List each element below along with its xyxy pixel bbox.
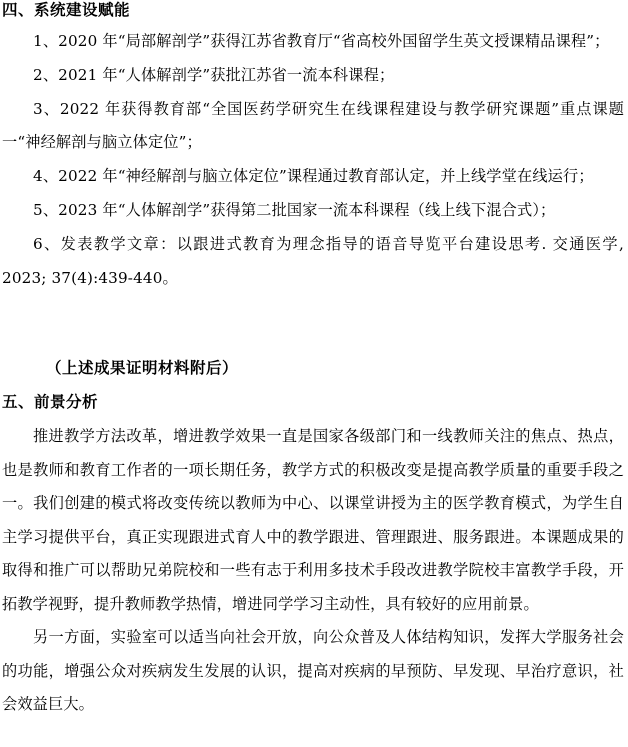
achievement-item-6: 6、发表教学文章：以跟进式教育为理念指导的语音导览平台建设思考. 交通医学, 2023; 37(4):439-440。 [2,234,624,287]
prospect-analysis [2,420,624,722]
achievement-item-3: 3、2022 年获得教育部“全国医药学研究生在线课程建设与教学研究课题”重点课题一“神经解剖与脑立体定位”； [2,99,624,152]
section-4-heading: 四、系统建设赋能 [2,1,131,19]
evidence-note-block [2,351,624,383]
evidence-note: （上述成果证明材料附后） [46,359,239,377]
prospect-paragraph-1: 推进教学方法改革，增进教学效果一直是国家各级部门和一线教师关注的焦点、热点，也是教师和教育工作者的一项长期任务，教学方式的积极改变是提高教学质量的重要手段之一。我们创建的模式将改变传统以教师为中心、以课堂讲授为主的医学教育模式，为学生自主学习提供平台，真正实现跟进式育人中的教学跟进、管理跟进、服务跟进。本课题成果的取得和推广可以帮助兄弟院校和一些有志于利用多技术手段改进教学院校丰富教学手段，开拓教学视野，提升教师教学热情，增进同学学习主动性，具有较好的应用前景。 [2,427,624,613]
section-5-heading: 五、前景分析 [2,393,99,411]
prospect-paragraph-2: 另一方面，实验室可以适当向社会开放，向公众普及人体结构知识，发挥大学服务社会的功能，增强公众对疾病发生发展的认识，提高对疾病的早预防、早发现、早治疗意识，社会效益巨大。 [2,628,624,713]
achievement-list [2,25,624,295]
achievement-item-5: 5、2023 年“人体解剖学”获得第二批国家一流本科课程（线上线下混合式）； [33,200,556,219]
achievement-item-4: 4、2022 年“神经解剖与脑立体定位”课程通过教育部认定，并上线学堂在线运行； [33,167,594,186]
achievement-item-2: 2、2021 年“人体解剖学”获批江苏省一流本科课程； [33,65,395,84]
achievement-item-1: 1、2020 年“局部解剖学”获得江苏省教育厅“省高校外国留学生英文授课精品课程”； [33,32,610,50]
